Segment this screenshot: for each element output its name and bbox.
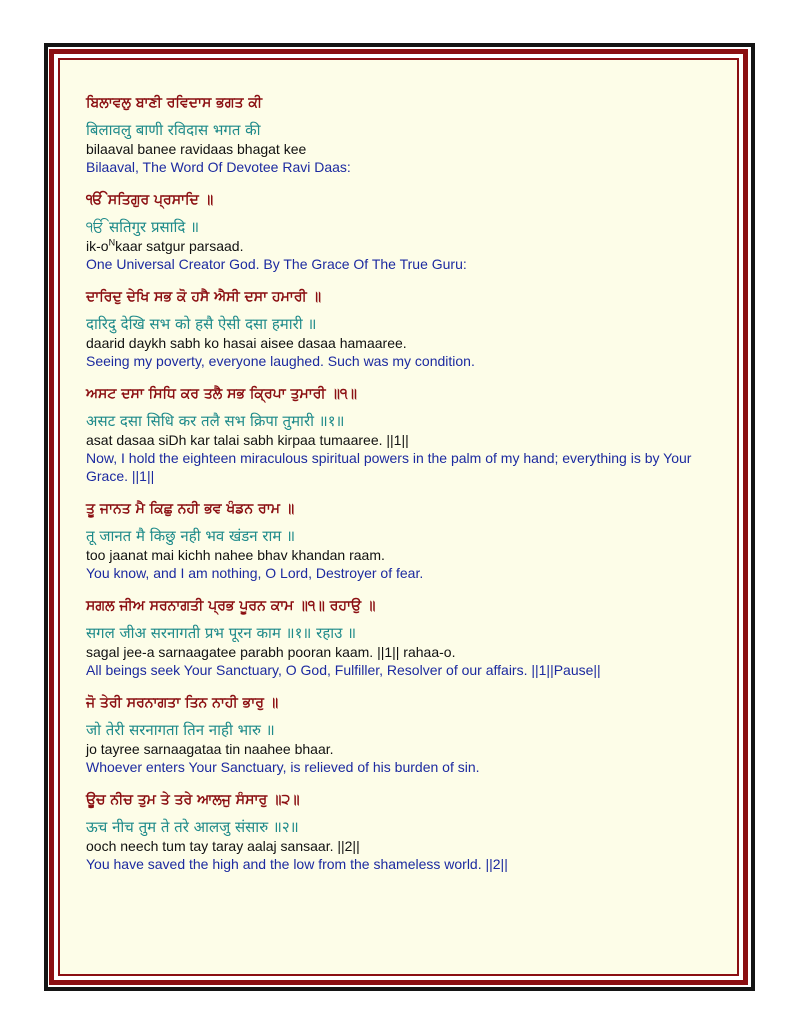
verse-list: [86, 94, 726, 888]
translation-line: Bilaaval, The Word Of Devotee Ravi Daas:: [86, 159, 351, 175]
gurmukhi-line: ਤੂ ਜਾਨਤ ਮੈ ਕਿਛੁ ਨਹੀ ਭਵ ਖੰਡਨ ਰਾਮ ॥: [86, 501, 295, 517]
transliteration-part: ik-o: [86, 238, 109, 254]
hindi-line: ऊच नीच तुम ते तरे आलजु संसारु ॥२॥: [86, 818, 299, 836]
hindi-line: जो तेरी सरनागता तिन नाही भारु ॥: [86, 721, 275, 739]
transliteration-line: too jaanat mai kichh nahee bhav khandan raam.: [86, 547, 385, 563]
translation-line: One Universal Creator God. By The Grace Of The True Guru:: [86, 256, 467, 272]
verse-block: [86, 288, 726, 370]
transliteration-line: daarid daykh sabh ko hasai aisee dasaa hamaaree.: [86, 335, 407, 351]
transliteration-line: [86, 237, 726, 255]
transliteration-superscript: N: [108, 237, 116, 248]
translation-line: All beings seek Your Sanctuary, O God, Fulfiller, Resolver of our affairs. ||1||Pause||: [86, 662, 601, 678]
verse-block: [86, 191, 726, 273]
transliteration-line: ooch neech tum tay taray aalaj sansaar. ||2||: [86, 838, 360, 854]
hindi-line: असट दसा सिधि कर तलै सभ क्रिपा तुमारी ॥१॥: [86, 412, 345, 430]
translation-line: Seeing my poverty, everyone laughed. Such was my condition.: [86, 353, 475, 369]
transliteration-line: jo tayree sarnaagataa tin naahee bhaar.: [86, 741, 334, 757]
verse-block: [86, 694, 726, 776]
gurmukhi-line: ਅਸਟ ਦਸਾ ਸਿਧਿ ਕਰ ਤਲੈ ਸਭ ਕ੍ਰਿਪਾ ਤੁਮਾਰੀ ॥੧॥: [86, 386, 357, 402]
transliteration-line: sagal jee-a sarnaagatee parabh pooran kaam. ||1|| rahaa-o.: [86, 644, 456, 660]
translation-line: Now, I hold the eighteen miraculous spiritual powers in the palm of my hand; everything is by Your Grace. ||1||: [86, 450, 692, 484]
hindi-line: सगल जीअ सरनागती प्रभ पूरन काम ॥१॥ रहाउ ॥: [86, 624, 357, 642]
verse-block: [86, 385, 726, 485]
gurmukhi-line: ਜੋ ਤੇਰੀ ਸਰਨਾਗਤਾ ਤਿਨ ਨਾਹੀ ਭਾਰੁ ॥: [86, 695, 279, 711]
gurmukhi-line: ਸਗਲ ਜੀਅ ਸਰਨਾਗਤੀ ਪ੍ਰਭ ਪੂਰਨ ਕਾਮ ॥੧॥ ਰਹਾਉ ॥: [86, 598, 376, 614]
hindi-line: दारिदु देखि सभ को हसै ऐसी दसा हमारी ॥: [86, 315, 317, 333]
translation-line: You have saved the high and the low from the shameless world. ||2||: [86, 856, 508, 872]
gurmukhi-line: ਬਿਲਾਵਲੁ ਬਾਣੀ ਰਵਿਦਾਸ ਭਗਤ ਕੀ: [86, 95, 263, 111]
verse-block: [86, 500, 726, 582]
hindi-line: तू जानत मै किछु नही भव खंडन राम ॥: [86, 527, 296, 545]
gurmukhi-line: ੴ ਸਤਿਗੁਰ ਪ੍ਰਸਾਦਿ ॥: [86, 192, 214, 208]
transliteration-part: kaar satgur parsaad.: [115, 238, 244, 254]
gurmukhi-line: ਊਚ ਨੀਚ ਤੁਮ ਤੇ ਤਰੇ ਆਲਜੁ ਸੰਸਾਰੁ ॥੨॥: [86, 792, 300, 808]
hindi-line: ੴ सतिगुर प्रसादि ॥: [86, 218, 200, 236]
verse-block: [86, 94, 726, 176]
translation-line: You know, and I am nothing, O Lord, Destroyer of fear.: [86, 565, 424, 581]
hindi-line: बिलावलु बाणी रविदास भगत की: [86, 121, 261, 139]
verse-block: [86, 597, 726, 679]
translation-line: Whoever enters Your Sanctuary, is relieved of his burden of sin.: [86, 759, 480, 775]
gurmukhi-line: ਦਾਰਿਦੁ ਦੇਖਿ ਸਭ ਕੋ ਹਸੈ ਐਸੀ ਦਸਾ ਹਮਾਰੀ ॥: [86, 289, 322, 305]
verse-block: [86, 791, 726, 873]
transliteration-line: asat dasaa siDh kar talai sabh kirpaa tumaaree. ||1||: [86, 432, 409, 448]
transliteration-line: bilaaval banee ravidaas bhagat kee: [86, 141, 307, 157]
